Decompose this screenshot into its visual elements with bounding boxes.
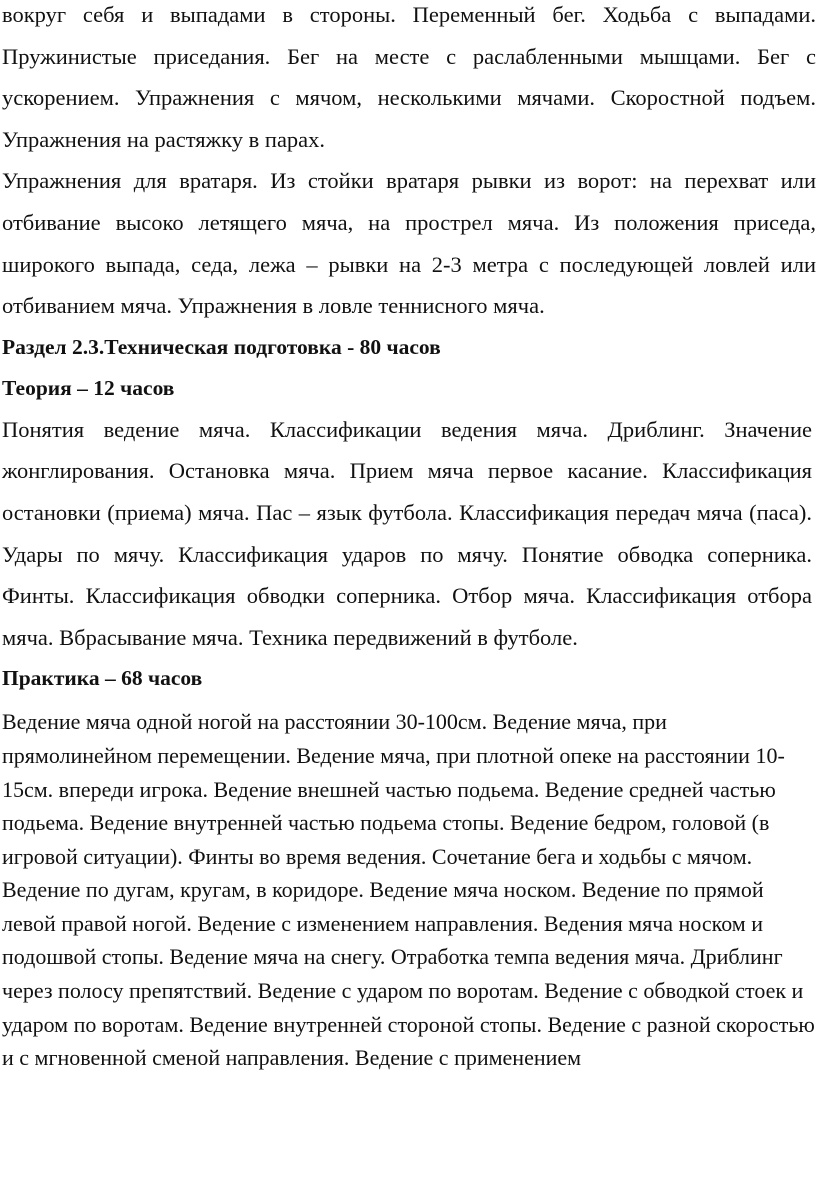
theory-heading: Теория – 12 часов <box>2 375 175 400</box>
section-heading: Раздел 2.3.Техническая подготовка - 80 часов <box>2 334 441 359</box>
paragraph-goalkeeper: Упражнения для вратаря. Из стойки вратаря рывки из ворот: на перехват или отбивание высоко летящего мяча, на прострел мяча. Из положения приседа, широкого выпада, седа, лежа – рывки на 2-3 метра с последующей ловлей или отбиванием мяча. Упражнения в ловле теннисного мяча. <box>2 168 816 319</box>
theory-paragraph: Понятия ведение мяча. Классификации ведения мяча. Дриблинг. Значение жонглирования. Остановка мяча. Прием мяча первое касание. Классификация остановки (приема) мяча. Пас – язык футбола. Классификация передач мяча (паса). Удары по мячу. Классификация ударов по мячу. Понятие обводка соперника. Финты. Классификация обводки соперника. Отбор мяча. Классификация отбора мяча. Вбрасывание мяча. Техника передвижений в футболе. <box>2 416 812 650</box>
paragraph-warmup: вокруг себя и выпадами в стороны. Переменный бег. Ходьба с выпадами. Пружинистые приседания. Бег на месте с раслабленными мышцами. Бег с ускорением. Упражнения с мячом, несколькими мячами. Скоростной подъем. Упражнения на растяжку в парах. <box>2 2 816 152</box>
practice-heading: Практика – 68 часов <box>2 666 203 691</box>
practice-paragraph: Ведение мяча одной ногой на расстоянии 30-100см. Ведение мяча, при прямолинейном перемещении. Ведение мяча, при плотной опеке на расстоянии 10-15см. впереди игрока. Ведение внешней частью подьема. Ведение средней частью подьема. Ведение внутренней частью подьема стопы. Ведение бедром, головой (в игровой ситуации). Финты во время ведения. Сочетание бега и ходьбы с мячом. Ведение по дугам, кругам, в коридоре. Ведение мяча носком. Ведение по прямой левой правой ногой. Ведение с изменением направления. Ведения мяча носком и подошвой стопы. Ведение мяча на снегу. Отработка темпа ведения мяча. Дриблинг через полосу препятствий. Ведение с ударом по воротам. Ведение с обводкой стоек и ударом по воротам. Ведение внутренней стороной стопы. Ведение с разной скоростью и с мгновенной сменой направления. Ведение с применением <box>2 709 815 1071</box>
